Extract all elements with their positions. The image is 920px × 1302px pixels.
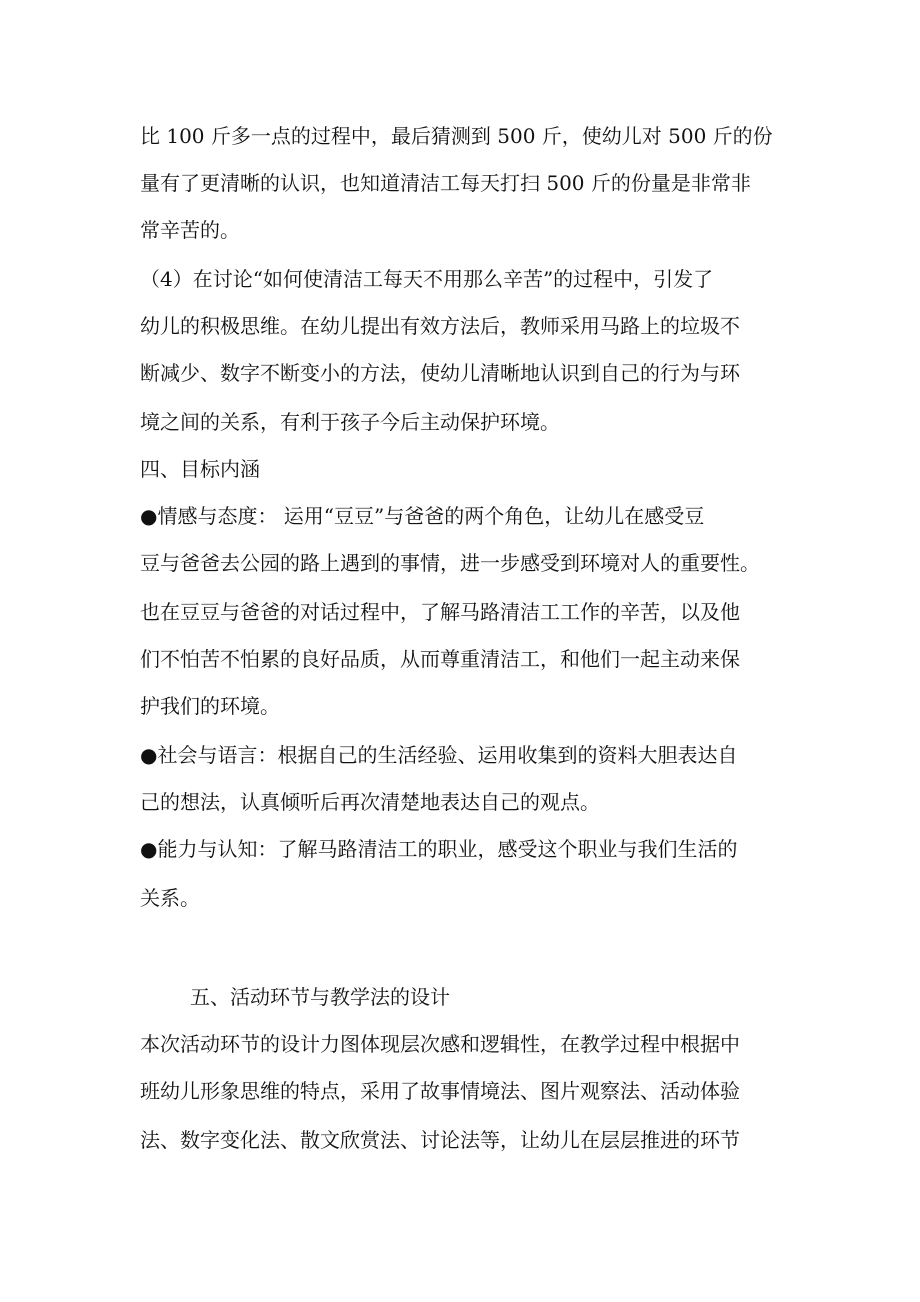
text-line-7: 境之间的关系，有利于孩子今后主动保护环境。 [140, 410, 560, 434]
text-line-10: 豆与爸爸去公园的路上遇到的事情，进一步感受到环境对人的重要性。 [140, 551, 760, 575]
section-heading-4: 四、目标内涵 [140, 457, 260, 481]
text-line-17: 关系。 [140, 886, 200, 910]
text-line-14: ●社会与语言：根据自己的生活经验、运用收集到的资料大胆表达自 [140, 743, 738, 767]
text-line-16: ●能力与认知：了解马路清洁工的职业，感受这个职业与我们生活的 [140, 837, 738, 861]
text-line-21: 法、数字变化法、散文欣赏法、讨论法等，让幼儿在层层推进的环节 [140, 1128, 740, 1152]
text-line-2: 量有了更清晰的认识，也知道清洁工每天打扫 500 斤的份量是非常非 [140, 171, 751, 195]
text-line-12: 们不怕苦不怕累的良好品质，从而尊重清洁工，和他们一起主动来保 [140, 647, 740, 671]
section-heading-5: 五、活动环节与教学法的设计 [190, 985, 450, 1009]
text-line-9: ●情感与态度： 运用“豆豆”与爸爸的两个角色，让幼儿在感受豆 [140, 504, 705, 528]
text-line-19: 本次活动环节的设计力图体现层次感和逻辑性，在教学过程中根据中 [140, 1032, 740, 1056]
text-line-1: 比 100 斤多一点的过程中，最后猜测到 500 斤，使幼儿对 500 斤的份 [140, 124, 773, 148]
text-line-13: 护我们的环境。 [140, 694, 280, 718]
text-line-4: （4）在讨论“如何使清洁工每天不用那么辛苦”的过程中，引发了 [140, 267, 714, 291]
text-line-3: 常辛苦的。 [140, 218, 240, 242]
text-line-20: 班幼儿形象思维的特点，采用了故事情境法、图片观察法、活动体验 [140, 1079, 740, 1103]
text-line-5: 幼儿的积极思维。在幼儿提出有效方法后，教师采用马路上的垃圾不 [140, 314, 740, 338]
text-line-6: 断减少、数字不断变小的方法，使幼儿清晰地认识到自己的行为与环 [140, 361, 740, 385]
text-line-11: 也在豆豆与爸爸的对话过程中，了解马路清洁工工作的辛苦，以及他 [140, 600, 740, 624]
text-line-15: 己的想法，认真倾听后再次清楚地表达自己的观点。 [140, 790, 600, 814]
